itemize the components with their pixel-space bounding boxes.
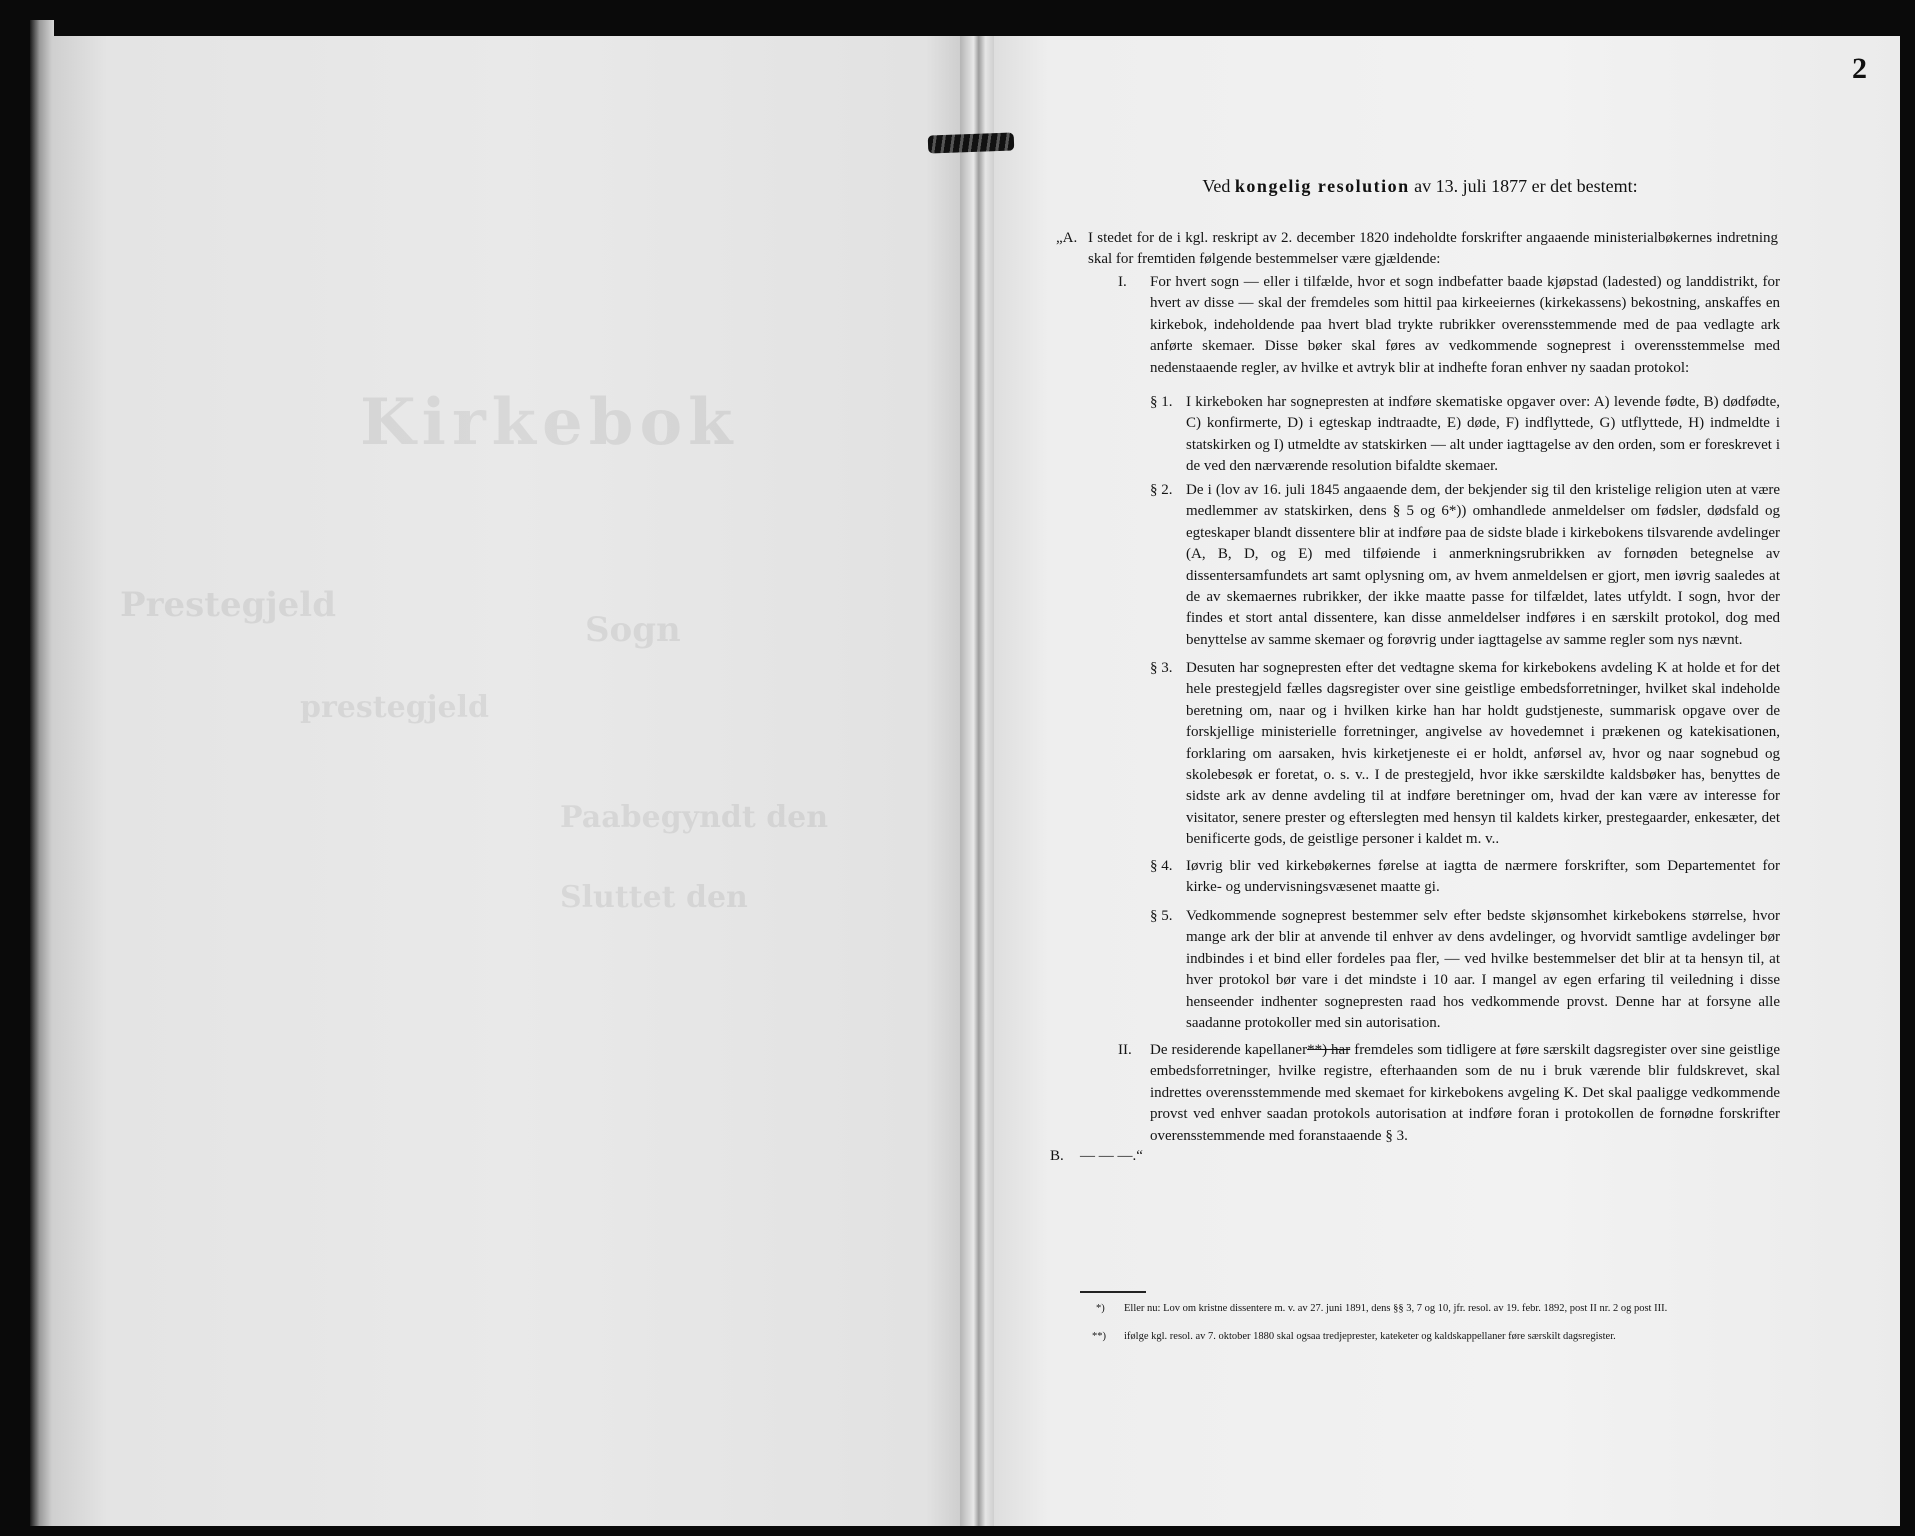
section-i-marker: I. [1118, 274, 1127, 290]
paragraph-3-text: Desuten har sognepresten efter det vedtagne skema for kirkebokens avdeling K at holde et for det hele prestegjeld fælles dagsregister over sine geistlige embedsforretninger, hvilket skal indeholde beretning om, naar og i hvilken kirke han har holdt gudstjeneste, summarisk opgave over de forskjellige ministerielle forretninger, angivelse av hovedemnet i prækenen og katekisationen, forklaring om aarsaken, hvis kirketjeneste ei er holdt, anførsel av, hvor og naar sognebud og skolebesøk er foretat, o. s. v.. I de prestegjeld, hvor ikke særskildte kaldsbøker has, benyttes de sidste ark av denne avdeling til at indføre beretninger om, hvad der kan være av interesse for visitator, senere prester og efterslegten med hensyn til kaldets kirker, prestegaarder, enkesæter, det benificerte gods, de geistlige personer i kaldet m. v.. [1186, 660, 1780, 848]
left-page-ghost-line: prestegjeld [300, 690, 489, 725]
section-ii-marker: II. [1118, 1042, 1132, 1058]
paragraph-5-text: Vedkommende sogneprest bestemmer selv efter bedste skjønsomhet kirkebokens størrelse, hvor mange ark der blir at anvende til enhver av dens avdelinger, og hvorvidt samtlige avdelinger bør indbindes i et bind eller fordeles paa fler, — ved hvilke bestemmelser det blir at ta hensyn til, at hver protokol bør vare i det mindste i 10 aar. I mangel av egen erfaring til veiledning i disse henseender indhenter sognepresten raad hos vedkommende provst. Denne har at forsyne alle saadanne protokoller med sin autorisation. [1186, 908, 1780, 1032]
left-page-edge [30, 20, 54, 1526]
section-ii-text [1150, 1040, 1780, 1147]
footnote-1-text: Eller nu: Lov om kristne dissentere m. v. av 27. juni 1891, dens §§ 3, 7 og 10, jfr. resol. av 19. febr. 1892, post II nr. 2 og post III. [1124, 1303, 1668, 1314]
paragraph-2-text: De i (lov av 16. juli 1845 angaaende dem, der bekjender sig til den kristelige religion uten at være medlemmer av statskirken, dens § 5 og 6*)) omhandlede anmeldelser om fødsler, dødsfald og egteskaper blandt dissentere blir at indføre paa de sidste blade i kirkebokens tilsvarende avdelinger (A, B, D, og E) med tilføiende i anmerkningsrubrikken av fornøden betegnelse av dissentersamfundets art samt oplysning om, av hvem anmeldelsen er gjort, men iøvrig saaledes at de av skemaernes rubrikker, der ikke maatte passe for tilfældet, lates utfyldt. I sogn, hvor der findes et stort antal dissentere, kan disse anmeldelser indføres i en særskilt protokol, dog med benyttelse av samme skemaer og forøvrig under iagttagelse av samme regler som nys nævnt. [1186, 482, 1780, 648]
paragraph-5-marker: § 5. [1150, 908, 1173, 924]
heading-emphasis: kongelig resolution [1234, 176, 1410, 196]
footnote-1-marker: *) [1096, 1303, 1105, 1314]
left-page-ghost-line: Sluttet den [560, 880, 748, 915]
footnote-2-text: ifølge kgl. resol. av 7. oktober 1880 skal ogsaa tredjeprester, kateketer og kaldskappellaner føre særskilt dagsregister. [1124, 1331, 1616, 1342]
section-ii-text-rest: fremdeles som tidligere at føre særskilt dagsregister over sine geistlige embedsforretninger, hvilke registre, efterhaanden som de nu i bruk værende blir fuldskrevet, skal indrettes overensstemmende med skemaet for kirkebokens avgeling K. Det skal paaligge vedkommende provst ved enhver saadan protokols autorisation at indføre foran i protokollen de fornødne forskrifter overensstemmende med foranstaaende § 3. [1150, 1042, 1780, 1144]
section-a-text: I stedet for de i kgl. reskript av 2. december 1820 indeholdte forskrifter angaaende ministerialbøkernes indretning skal for fremtiden følgende bestemmelser være gjældende: [1088, 230, 1778, 268]
page-number: 2 [1852, 52, 1867, 85]
paragraph-1-text: I kirkeboken har sognepresten at indføre skematiske opgaver over: A) levende fødte, B) dødfødte, C) konfirmerte, D) i egteskap indtraadte, E) døde, F) indflyttede, G) utflyttede, H) indmeldte i statskirken og I) utmeldte av statskirken — alt under iagttagelse av den orden, som er foreskrevet i de ved den nærværende resolution bifaldte skemaer. [1186, 394, 1780, 475]
section-b-text: — — —.“ [1080, 1148, 1143, 1164]
section-i-text: For hvert sogn — eller i tilfælde, hvor et sogn indbefatter baade kjøpstad (ladested) og landdistrikt, for hvert av disse — skal der fremdeles som hittil paa kirkeeiernes (kirkekassens) bekostning, anskaffes en kirkebok, indeholdende paa hvert blad trykte rubrikker overensstemmende med de paa vedlagte ark anførte skemaer. Disse bøker skal føres av vedkommende sogneprest i overensstemmelse med nedenstaaende regler, av hvilke et avtryk blir at indhefte foran enhver ny saadan protokol: [1150, 274, 1780, 376]
section-b-marker: B. [1050, 1148, 1064, 1164]
paragraph-4-marker: § 4. [1150, 858, 1173, 874]
resolution-heading [1150, 176, 1690, 197]
section-ii-struck-text: **) har [1307, 1042, 1351, 1058]
left-page [52, 36, 972, 1526]
paragraph-3-marker: § 3. [1150, 660, 1173, 676]
left-page-ghost-line: Prestegjeld [120, 585, 336, 625]
section-ii-text-start: De residerende kapellaner [1150, 1042, 1308, 1058]
section-a-marker: „A. [1056, 230, 1078, 246]
heading-prefix: Ved [1202, 176, 1231, 196]
left-page-ghost-line: Paabegyndt den [560, 800, 829, 835]
footnote-rule [1080, 1291, 1146, 1293]
heading-suffix: av 13. juli 1877 er det bestemt: [1414, 176, 1638, 196]
paragraph-4-text: Iøvrig blir ved kirkebøkernes førelse at iagtta de nærmere forskrifter, som Departementet for kirke- og undervisningsvæsenet maatte gi. [1186, 858, 1780, 896]
left-page-ghost-title: Kirkebok [360, 385, 739, 460]
book-gutter [960, 36, 994, 1526]
left-page-ghost-line: Sogn [585, 610, 681, 650]
paragraph-2-marker: § 2. [1150, 482, 1173, 498]
paragraph-1-marker: § 1. [1150, 394, 1173, 410]
bookmark-ribbon [928, 133, 1015, 154]
footnote-2-marker: **) [1092, 1331, 1106, 1342]
